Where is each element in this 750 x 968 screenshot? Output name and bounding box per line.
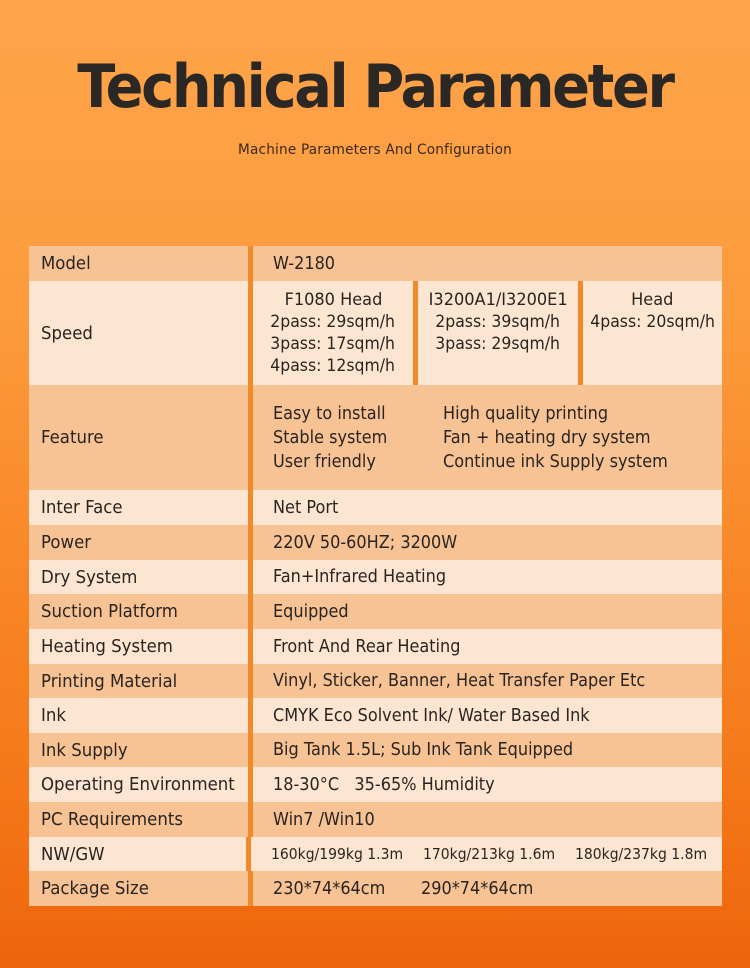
table-row-heating-system	[29, 629, 722, 664]
page-title: Technical Parameter	[77, 52, 673, 122]
row-label: Heating System	[29, 629, 248, 664]
speed-line: 3pass: 29sqm/h	[435, 334, 561, 353]
page-subtitle: Machine Parameters And Configuration	[238, 142, 512, 158]
table-row-printing-material	[29, 664, 722, 698]
row-label: Speed	[29, 281, 248, 385]
table-row-dry-system	[29, 560, 722, 594]
feature-item: Fan + heating dry system	[443, 427, 651, 448]
table-row-speed	[29, 281, 722, 385]
feature-item: User friendly	[273, 451, 376, 472]
speed-column-i3200	[418, 281, 578, 385]
row-value: CMYK Eco Solvent Ink/ Water Based Ink	[253, 698, 722, 733]
speed-column-head	[583, 281, 722, 385]
row-label: Operating Environment	[29, 767, 248, 802]
row-value: 18-30°C 35-65% Humidity	[253, 767, 722, 802]
spec-table	[29, 246, 722, 906]
row-label: PC Requirements	[29, 802, 248, 837]
row-value: Big Tank 1.5L; Sub Ink Tank Equipped	[253, 733, 722, 767]
speed-line: 3pass: 17sqm/h	[270, 334, 396, 353]
row-label: Suction Platform	[29, 594, 248, 629]
nwgw-value: 170kg/213kg 1.6m	[423, 845, 556, 863]
feature-column	[443, 402, 687, 474]
row-label: Dry System	[29, 560, 248, 594]
feature-item: High quality printing	[443, 403, 609, 424]
row-value: Front And Rear Heating	[253, 629, 722, 664]
nwgw-value: 180kg/237kg 1.8m	[575, 845, 708, 863]
row-label: Ink	[29, 698, 248, 733]
row-label: Power	[29, 525, 248, 560]
table-row-operating-environment	[29, 767, 722, 802]
nwgw-value: 160kg/199kg 1.3m	[271, 845, 404, 863]
speed-line: 2pass: 39sqm/h	[435, 312, 561, 331]
feature-list	[253, 385, 722, 490]
row-label: Ink Supply	[29, 733, 248, 767]
row-value: W-2180	[253, 246, 722, 281]
table-row-package-size	[29, 871, 722, 906]
row-value: Vinyl, Sticker, Banner, Heat Transfer Paper Etc	[253, 664, 722, 698]
table-row-pc-requirements	[29, 802, 722, 837]
speed-columns	[253, 281, 722, 385]
feature-item: Easy to install	[273, 403, 386, 424]
feature-item: Continue ink Supply system	[443, 451, 668, 472]
speed-head: F1080 Head	[284, 290, 382, 310]
row-value: Equipped	[253, 594, 722, 629]
table-row-suction-platform	[29, 594, 722, 629]
row-value: Fan+Infrared Heating	[253, 560, 722, 594]
speed-line: 2pass: 29sqm/h	[270, 312, 396, 331]
row-value: Net Port	[253, 490, 722, 525]
row-label: Package Size	[29, 871, 248, 906]
table-row-power	[29, 525, 722, 560]
table-row-ink	[29, 698, 722, 733]
speed-head: Head	[631, 290, 674, 310]
row-label: Inter Face	[29, 490, 248, 525]
table-row-model	[29, 246, 722, 281]
feature-column	[273, 402, 443, 474]
package-value: 290*74*64cm	[421, 878, 534, 899]
row-value	[253, 871, 722, 906]
speed-head: I3200A1/I3200E1	[428, 290, 568, 310]
speed-line: 4pass: 12sqm/h	[270, 356, 396, 375]
table-row-feature	[29, 385, 722, 490]
table-row-ink-supply	[29, 733, 722, 767]
speed-column-f1080	[253, 281, 413, 385]
row-value: Win7 /Win10	[253, 802, 722, 837]
feature-item: Stable system	[273, 427, 388, 448]
row-value	[251, 837, 722, 871]
row-label: Feature	[29, 385, 248, 490]
row-label: NW/GW	[29, 837, 246, 871]
package-value: 230*74*64cm	[273, 878, 386, 899]
speed-line: 4pass: 20sqm/h	[590, 312, 715, 331]
row-label: Printing Material	[29, 664, 248, 698]
row-label: Model	[29, 246, 248, 281]
row-value: 220V 50-60HZ; 3200W	[253, 525, 722, 560]
table-row-interface	[29, 490, 722, 525]
table-row-nw-gw	[29, 837, 722, 871]
